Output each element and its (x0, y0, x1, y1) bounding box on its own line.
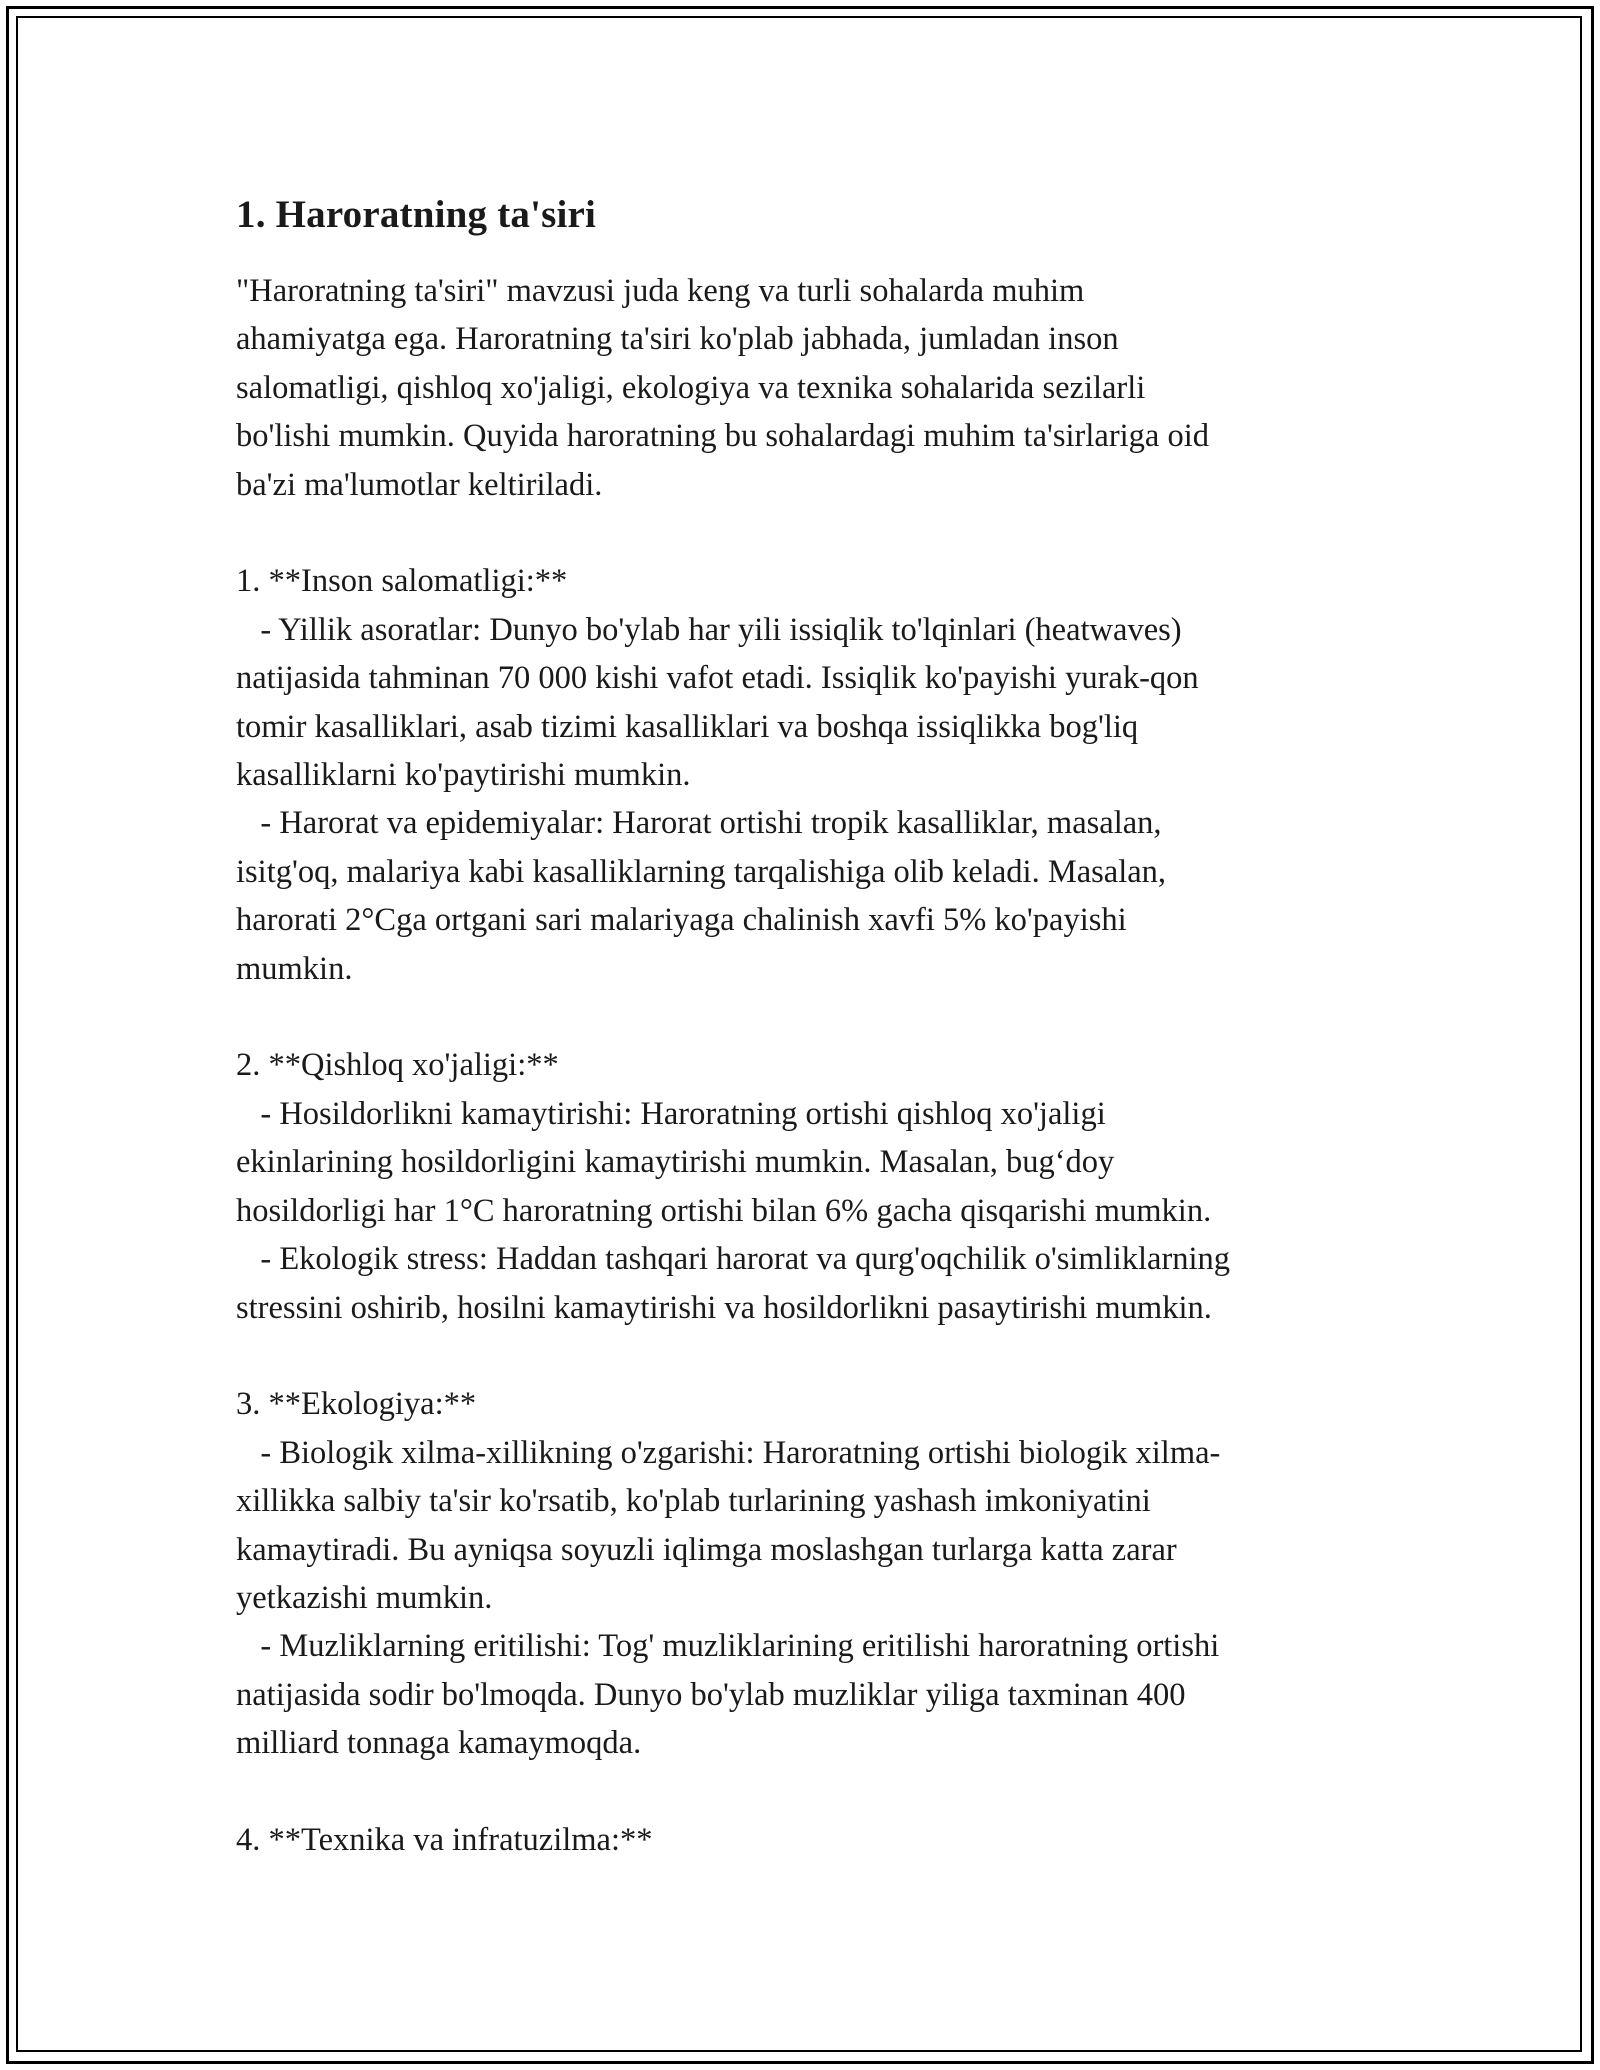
section-line: - Harorat va epidemiyalar: Harorat ortishi tropik kasalliklar, masalan, (236, 805, 1162, 842)
section-title: 1. **Inson salomatligi:** (236, 563, 568, 600)
section-line: ekinlarining hosildorligini kamaytirishi mumkin. Masalan, bug‘doy (236, 1144, 1115, 1181)
section-title: 4. **Texnika va infratuzilma:** (236, 1821, 653, 1858)
section-inson-salomatligi (236, 557, 1366, 993)
section-line: kamaytiradi. Bu ayniqsa soyuzli iqlimga moslashgan turlarga katta zarar (236, 1531, 1177, 1568)
paragraph-spacer (236, 1332, 1366, 1380)
document-page (236, 185, 1366, 1864)
section-line: milliard tonnaga kamaymoqda. (236, 1725, 642, 1762)
section-line: - Biologik xilma-xillikning o'zgarishi: Haroratning ortishi biologik xilma- (236, 1434, 1221, 1471)
section-line: - Hosildorlikni kamaytirishi: Haroratning ortishi qishloq xo'jaligi (236, 1095, 1106, 1132)
section-line: - Ekologik stress: Haddan tashqari harorat va qurg'oqchilik o'simliklarning (236, 1241, 1231, 1278)
section-line: isitg'oq, malariya kabi kasalliklarning tarqalishiga olib keladi. Masalan, (236, 853, 1167, 890)
section-line: hosildorligi har 1°C haroratning ortishi bilan 6% gacha qisqarishi mumkin. (236, 1192, 1212, 1229)
intro-line: ba'zi ma'lumotlar keltiriladi. (236, 466, 603, 503)
intro-line: ahamiyatga ega. Haroratning ta'siri ko'plab jabhada, jumladan inson (236, 321, 1119, 358)
section-line: - Muzliklarning eritilishi: Tog' muzliklarining eritilishi haroratning ortishi (236, 1628, 1220, 1665)
section-ekologiya (236, 1380, 1366, 1767)
page-title: 1. Haroratning ta'siri (236, 193, 597, 236)
document-body (236, 267, 1366, 1864)
section-line: yetkazishi mumkin. (236, 1579, 493, 1616)
section-line: - Yillik asoratlar: Dunyo bo'ylab har yili issiqlik to'lqinlari (heatwaves) (236, 611, 1182, 648)
intro-paragraph (236, 267, 1366, 509)
section-title: 3. **Ekologiya:** (236, 1386, 477, 1423)
intro-line: bo'lishi mumkin. Quyida haroratning bu sohalardagi muhim ta'sirlariga oid (236, 418, 1210, 455)
paragraph-spacer (236, 1768, 1366, 1816)
intro-line: "Haroratning ta'siri" mavzusi juda keng va turli sohalarda muhim (236, 273, 1085, 309)
section-title: 2. **Qishloq xo'jaligi:** (236, 1047, 559, 1084)
section-line: kasalliklarni ko'paytirishi mumkin. (236, 757, 691, 794)
intro-line: salomatligi, qishloq xo'jaligi, ekologiya va texnika sohalarida sezilarli (236, 369, 1146, 406)
section-line: stressini oshirib, hosilni kamaytirishi va hosildorlikni pasaytirishi mumkin. (236, 1289, 1212, 1326)
paragraph-spacer (236, 993, 1366, 1041)
section-line: natijasida sodir bo'lmoqda. Dunyo bo'ylab muzliklar yiliga taxminan 400 (236, 1676, 1186, 1713)
section-texnika-infratuzilma (236, 1816, 1366, 1864)
section-line: harorati 2°Cga ortgani sari malariyaga chalinish xavfi 5% ko'payishi (236, 902, 1127, 939)
section-line: natijasida tahminan 70 000 kishi vafot etadi. Issiqlik ko'payishi yurak-qon (236, 660, 1199, 697)
section-line: mumkin. (236, 950, 353, 987)
section-line: tomir kasalliklari, asab tizimi kasalliklari va boshqa issiqlikka bog'liq (236, 708, 1139, 745)
section-qishloq-xojaligi (236, 1041, 1366, 1331)
section-line: xillikka salbiy ta'sir ko'rsatib, ko'plab turlarining yashash imkoniyatini (236, 1483, 1151, 1520)
paragraph-spacer (236, 509, 1366, 557)
